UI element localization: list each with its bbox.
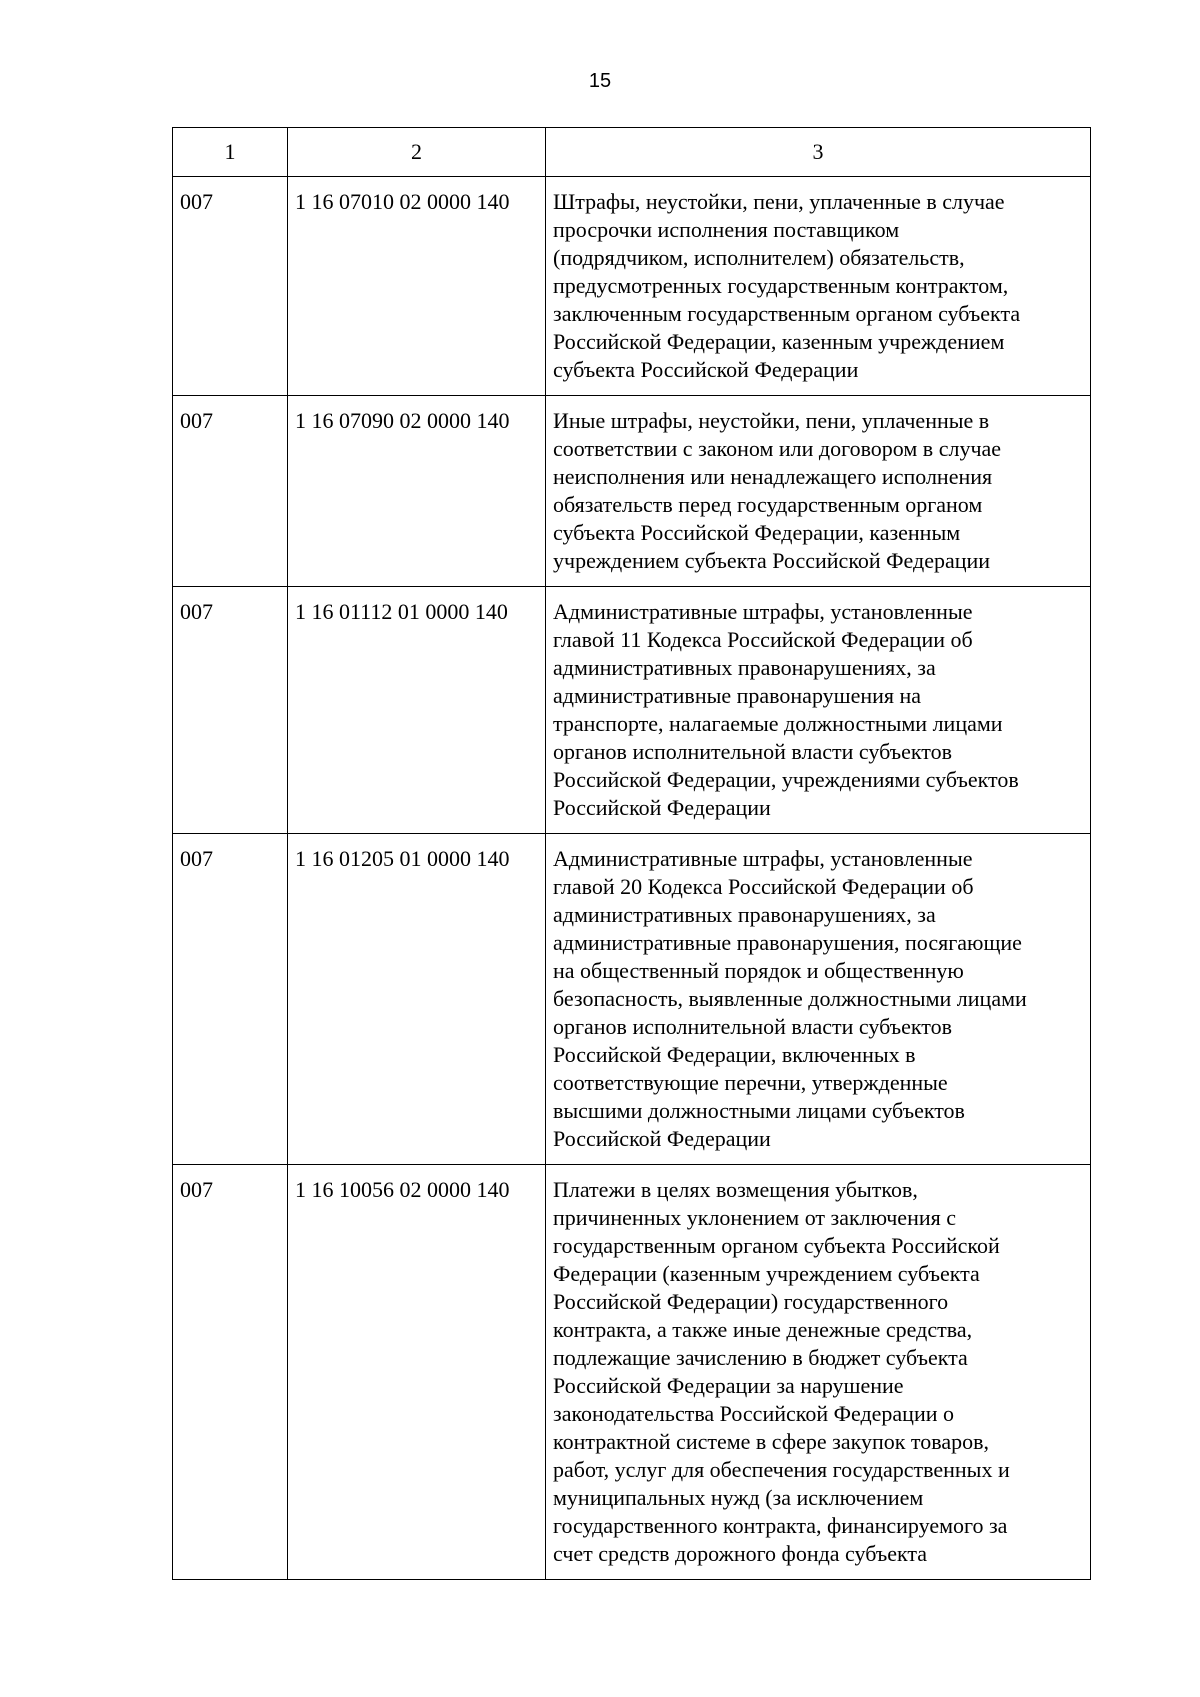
column-header-3: 3 — [546, 128, 1091, 177]
admin-code-cell: 007 — [173, 177, 288, 396]
description-line: Платежи в целях возмещения убытков, — [553, 1177, 918, 1202]
description-line: счет средств дорожного фонда субъекта — [553, 1541, 928, 1566]
table-row — [173, 587, 1091, 834]
description-line: соответствующие перечни, утвержденные — [553, 1070, 948, 1095]
description-line: главой 20 Кодекса Российской Федерации об — [553, 874, 974, 899]
description-line: безопасность, выявленные должностными лицами — [553, 986, 1027, 1011]
description-line: неисполнения или ненадлежащего исполнения — [553, 464, 993, 489]
description-line: Иные штрафы, неустойки, пени, уплаченные в — [553, 408, 990, 433]
description-line: Российской Федерации, казенным учреждением — [553, 329, 1005, 354]
budget-classification-code-cell: 1 16 07090 02 0000 140 — [288, 396, 546, 587]
description-line: Административные штрафы, установленные — [553, 846, 973, 871]
description-line: контракта, а также иные денежные средства, — [553, 1317, 973, 1342]
table-row — [173, 834, 1091, 1165]
description-line: законодательства Российской Федерации о — [553, 1401, 955, 1426]
table-row — [173, 396, 1091, 587]
description-line: административные правонарушения на — [553, 683, 922, 708]
description-line: административные правонарушения, посягающие — [553, 930, 1022, 955]
income-description-cell — [546, 396, 1091, 587]
description-line: административных правонарушениях, за — [553, 902, 936, 927]
description-line: Российской Федерации — [553, 795, 771, 820]
table-row — [173, 177, 1091, 396]
description-line: на общественный порядок и общественную — [553, 958, 964, 983]
description-line: Российской Федерации за нарушение — [553, 1373, 904, 1398]
description-line: Административные штрафы, установленные — [553, 599, 973, 624]
description-line: Российской Федерации, учреждениями субъектов — [553, 767, 1019, 792]
description-line: соответствии с законом или договором в случае — [553, 436, 1002, 461]
description-line: подлежащие зачислению в бюджет субъекта — [553, 1345, 968, 1370]
description-line: работ, услуг для обеспечения государственных и — [553, 1457, 1010, 1482]
income-description-cell — [546, 1165, 1091, 1580]
description-line: учреждением субъекта Российской Федерации — [553, 548, 991, 573]
description-line: Российской Федерации) государственного — [553, 1289, 949, 1314]
table-row — [173, 1165, 1091, 1580]
description-line: транспорте, налагаемые должностными лицами — [553, 711, 1003, 736]
description-line: просрочки исполнения поставщиком — [553, 217, 900, 242]
description-line: государственного контракта, финансируемого за — [553, 1513, 1008, 1538]
description-line: причиненных уклонением от заключения с — [553, 1205, 956, 1230]
admin-code-cell: 007 — [173, 834, 288, 1165]
column-header-1: 1 — [173, 128, 288, 177]
description-line: органов исполнительной власти субъектов — [553, 739, 953, 764]
description-line: субъекта Российской Федерации — [553, 357, 859, 382]
description-line: (подрядчиком, исполнителем) обязательств, — [553, 245, 965, 270]
admin-code-cell: 007 — [173, 396, 288, 587]
description-line: административных правонарушениях, за — [553, 655, 936, 680]
description-line: высшими должностными лицами субъектов — [553, 1098, 965, 1123]
income-description-cell — [546, 177, 1091, 396]
description-line: Штрафы, неустойки, пени, уплаченные в случае — [553, 189, 1005, 214]
column-header-2: 2 — [288, 128, 546, 177]
description-line: органов исполнительной власти субъектов — [553, 1014, 953, 1039]
description-line: государственным органом субъекта Российской — [553, 1233, 1000, 1258]
description-line: Федерации (казенным учреждением субъекта — [553, 1261, 980, 1286]
income-description-cell — [546, 587, 1091, 834]
admin-code-cell: 007 — [173, 587, 288, 834]
admin-code-cell: 007 — [173, 1165, 288, 1580]
description-line: заключенным государственным органом субъекта — [553, 301, 1021, 326]
budget-codes-table — [172, 127, 1091, 1580]
description-line: муниципальных нужд (за исключением — [553, 1485, 924, 1510]
description-line: контрактной системе в сфере закупок товаров, — [553, 1429, 989, 1454]
description-line: обязательств перед государственным органом — [553, 492, 983, 517]
budget-classification-code-cell: 1 16 07010 02 0000 140 — [288, 177, 546, 396]
description-line: предусмотренных государственным контрактом, — [553, 273, 1009, 298]
budget-classification-code-cell: 1 16 01205 01 0000 140 — [288, 834, 546, 1165]
income-description-cell — [546, 834, 1091, 1165]
table-header-row — [173, 128, 1091, 177]
description-line: Российской Федерации, включенных в — [553, 1042, 916, 1067]
description-line: главой 11 Кодекса Российской Федерации об — [553, 627, 973, 652]
description-line: Российской Федерации — [553, 1126, 771, 1151]
page-number: 15 — [588, 70, 612, 92]
budget-classification-code-cell: 1 16 01112 01 0000 140 — [288, 587, 546, 834]
budget-classification-code-cell: 1 16 10056 02 0000 140 — [288, 1165, 546, 1580]
description-line: субъекта Российской Федерации, казенным — [553, 520, 961, 545]
